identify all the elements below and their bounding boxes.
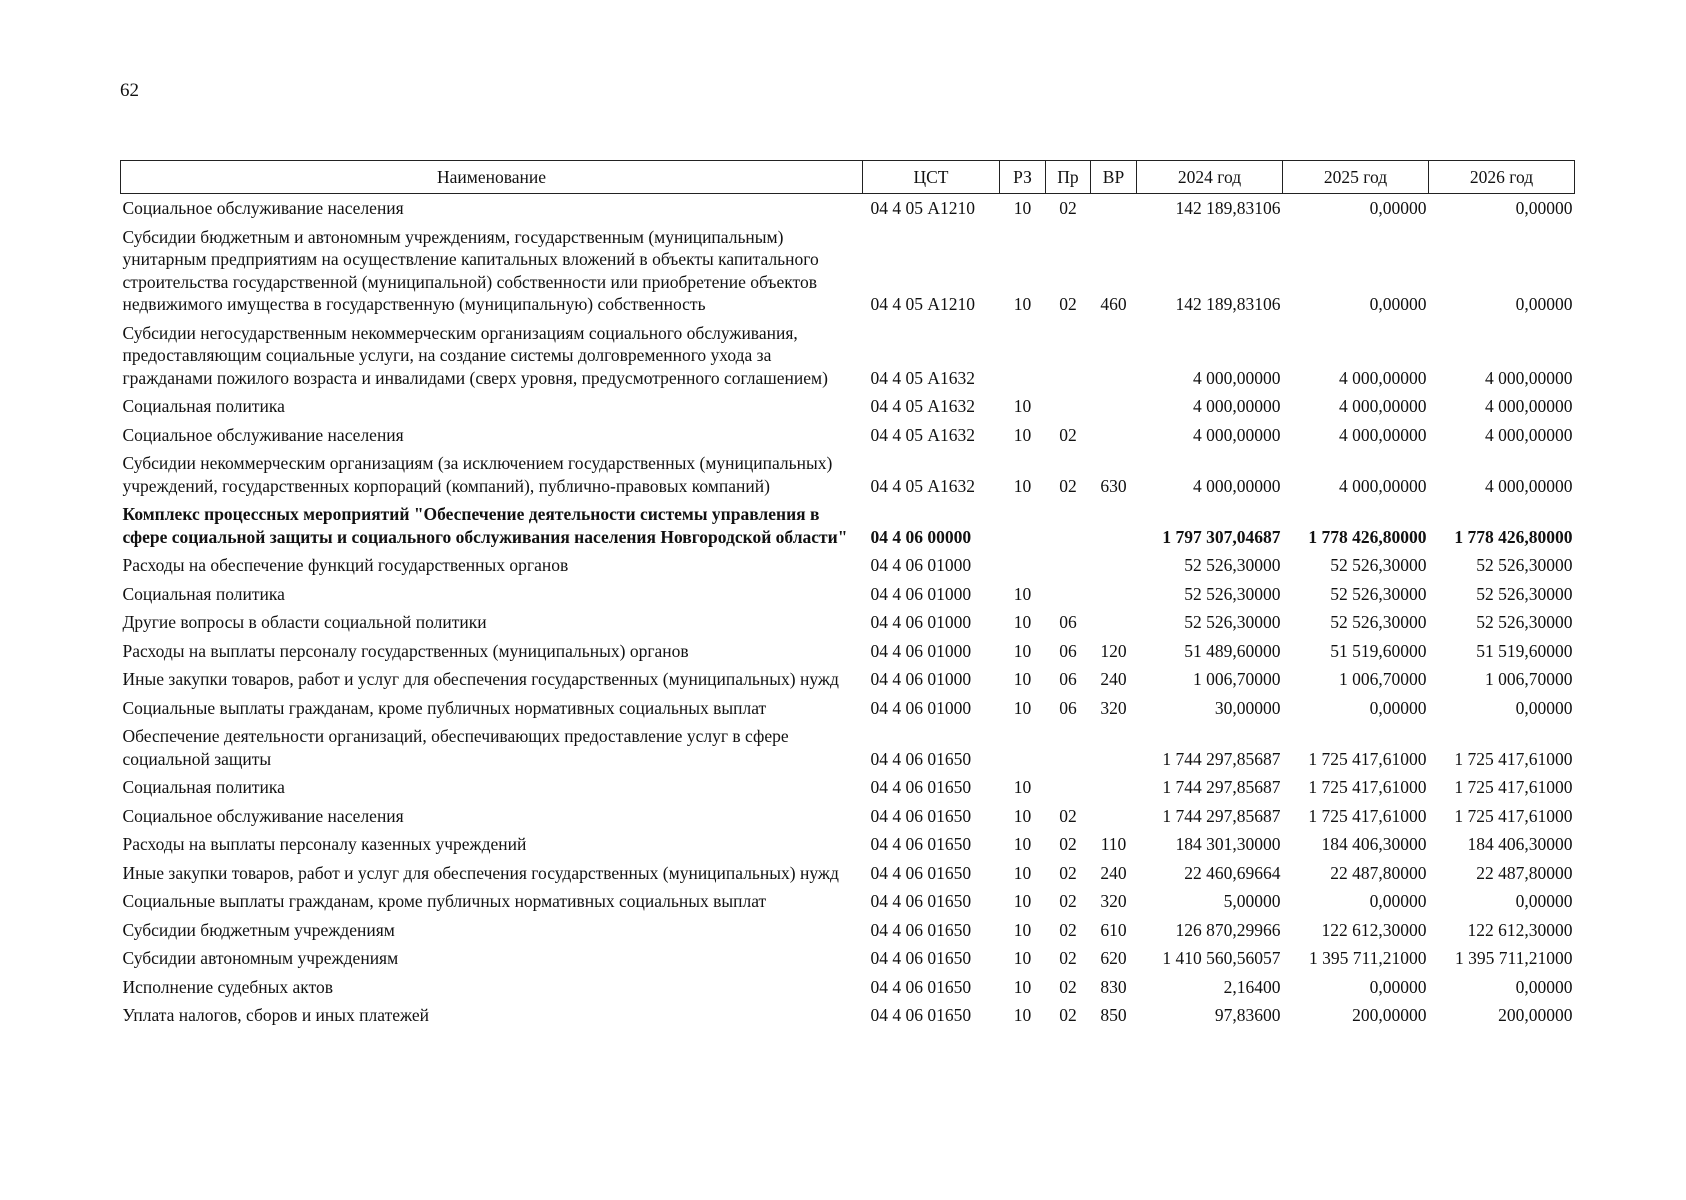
row-rz: 10: [1013, 424, 1032, 445]
row-vr: [1091, 421, 1137, 450]
row-cst: 04 4 06 01650: [870, 748, 972, 769]
row-pr: 06: [1059, 612, 1077, 632]
row-value-2024: 4 000,00000: [1193, 396, 1281, 416]
row-cst: 04 4 06 01000: [870, 697, 972, 718]
row-rz: 10: [1013, 475, 1032, 496]
row-value-2025: 52 526,30000: [1330, 612, 1427, 632]
row-value-2025: 4 000,00000: [1339, 367, 1427, 388]
row-value-2024: 1 797 307,04687: [1162, 526, 1281, 547]
row-value-2026: 52 526,30000: [1476, 612, 1573, 632]
table-body: [121, 194, 1575, 1030]
row-value-2025: 0,00000: [1369, 198, 1427, 218]
row-pr: 02: [1059, 862, 1077, 883]
row-value-2025: 51 519,60000: [1330, 640, 1427, 661]
row-value-2026: 4 000,00000: [1485, 424, 1573, 445]
table-row: [121, 773, 1575, 802]
row-cst: 04 4 06 01650: [870, 1005, 972, 1025]
row-rz: 10: [1013, 583, 1032, 604]
row-name: Субсидии некоммерческим организациям (за исключением государственных (муниципальных) учреждений, государственных корпораций (компаний), публично-правовых компаний): [122, 453, 833, 496]
row-value-2025: 0,00000: [1369, 294, 1427, 314]
table-row: [121, 608, 1575, 637]
header-rz: РЗ: [1000, 161, 1046, 194]
row-rz: [1000, 722, 1046, 773]
row-value-2026: 22 487,80000: [1476, 862, 1573, 883]
row-rz: 10: [1013, 198, 1032, 218]
row-value-2024: 1 744 297,85687: [1162, 777, 1281, 797]
row-vr: 620: [1100, 948, 1127, 968]
table-row: [121, 319, 1575, 393]
row-value-2026: 1 395 711,21000: [1455, 948, 1573, 968]
row-value-2025: 1 725 417,61000: [1308, 777, 1427, 797]
row-cst: 04 4 06 01650: [870, 777, 972, 797]
row-value-2024: 52 526,30000: [1184, 612, 1281, 632]
row-name: Расходы на выплаты персоналу государственных (муниципальных) органов: [122, 640, 689, 661]
row-value-2025: 4 000,00000: [1339, 424, 1427, 445]
row-rz: 10: [1013, 777, 1032, 797]
row-value-2026: 52 526,30000: [1476, 583, 1573, 604]
row-vr: [1091, 319, 1137, 393]
row-value-2024: 4 000,00000: [1193, 424, 1281, 445]
row-rz: 10: [1013, 612, 1032, 632]
table-row: [121, 637, 1575, 666]
row-pr: [1046, 551, 1091, 580]
row-vr: 240: [1100, 669, 1127, 689]
row-vr: 240: [1100, 862, 1127, 883]
row-pr: 06: [1059, 669, 1077, 689]
row-name: Расходы на обеспечение функций государственных органов: [122, 555, 569, 575]
row-name: Другие вопросы в области социальной политики: [122, 612, 487, 632]
row-value-2024: 1 744 297,85687: [1162, 748, 1281, 769]
row-name: Исполнение судебных актов: [122, 976, 334, 997]
table-row: [121, 887, 1575, 916]
table-row: [121, 551, 1575, 580]
row-value-2025: 1 006,70000: [1339, 669, 1427, 689]
row-vr: [1091, 773, 1137, 802]
row-vr: 320: [1100, 891, 1127, 911]
row-value-2024: 4 000,00000: [1193, 475, 1281, 496]
row-value-2024: 22 460,69664: [1184, 862, 1281, 883]
row-cst: 04 4 06 01000: [870, 583, 972, 604]
row-value-2024: 142 189,83106: [1175, 294, 1281, 314]
row-cst: 04 4 06 01650: [870, 948, 972, 968]
row-value-2025: 0,00000: [1369, 891, 1427, 911]
row-value-2026: 4 000,00000: [1485, 396, 1573, 416]
row-value-2026: 200,00000: [1498, 1005, 1573, 1025]
row-vr: 110: [1100, 834, 1127, 854]
row-pr: 02: [1059, 891, 1077, 911]
row-value-2024: 184 301,30000: [1175, 834, 1281, 854]
row-cst: 04 4 05 А1632: [870, 475, 976, 496]
row-value-2024: 52 526,30000: [1184, 583, 1281, 604]
row-value-2026: 4 000,00000: [1485, 367, 1573, 388]
row-rz: 10: [1013, 669, 1032, 689]
table-row: [121, 580, 1575, 609]
row-vr: [1091, 551, 1137, 580]
table-row: [121, 830, 1575, 859]
row-pr: 02: [1059, 919, 1077, 940]
table-row: [121, 1001, 1575, 1030]
row-value-2024: 2,16400: [1223, 976, 1281, 997]
row-pr: 06: [1059, 640, 1077, 661]
table-row: [121, 916, 1575, 945]
row-pr: 02: [1059, 475, 1077, 496]
row-rz: [1000, 551, 1046, 580]
row-value-2024: 52 526,30000: [1184, 555, 1281, 575]
row-name: Социальная политика: [122, 396, 285, 416]
row-vr: 460: [1100, 294, 1127, 314]
row-cst: 04 4 06 01650: [870, 976, 972, 997]
row-pr: 02: [1059, 294, 1077, 314]
row-vr: 610: [1100, 919, 1127, 940]
row-name: Социальное обслуживание населения: [122, 805, 404, 826]
row-cst: 04 4 05 А1632: [870, 367, 976, 388]
table-header: [121, 161, 1575, 194]
table-row: [121, 859, 1575, 888]
row-vr: [1091, 722, 1137, 773]
budget-table: [120, 160, 1575, 1030]
row-rz: 10: [1013, 919, 1032, 940]
row-rz: 10: [1013, 948, 1032, 968]
table-row: [121, 421, 1575, 450]
header-name: Наименование: [121, 161, 863, 194]
row-rz: 10: [1013, 396, 1032, 416]
header-2026: 2026 год: [1429, 161, 1575, 194]
row-value-2025: 0,00000: [1369, 697, 1427, 718]
row-value-2026: 184 406,30000: [1467, 834, 1573, 854]
header-pr: Пр: [1046, 161, 1091, 194]
row-name: Социальное обслуживание населения: [122, 424, 404, 445]
header-vr: ВР: [1091, 161, 1137, 194]
row-pr: 02: [1059, 1005, 1077, 1025]
row-rz: [1000, 319, 1046, 393]
row-vr: [1091, 194, 1137, 223]
row-name: Социальные выплаты гражданам, кроме публичных нормативных социальных выплат: [122, 697, 767, 718]
row-name: Субсидии бюджетным и автономным учреждениям, государственным (муниципальным) унитарным предприятиям на осуществление капитальных вложений в объекты капитального строительства государственной (муниципальной) собственности или приобретение объектов недвижимого имущества в государственную (муниципальную) собственность: [122, 226, 819, 314]
row-cst: 04 4 06 01000: [870, 612, 972, 632]
row-value-2024: 142 189,83106: [1175, 198, 1281, 218]
row-pr: [1046, 319, 1091, 393]
row-cst: 04 4 06 01000: [870, 555, 972, 575]
header-cst: ЦСТ: [863, 161, 1000, 194]
row-cst: 04 4 05 А1210: [870, 294, 976, 314]
row-value-2026: 0,00000: [1515, 697, 1573, 718]
row-cst: 04 4 06 01650: [870, 919, 972, 940]
row-name: Социальные выплаты гражданам, кроме публичных нормативных социальных выплат: [122, 891, 767, 911]
table-row: [121, 802, 1575, 831]
row-cst: 04 4 06 01000: [870, 669, 972, 689]
row-pr: 02: [1059, 424, 1077, 445]
row-rz: 10: [1013, 640, 1032, 661]
page-number: 62: [120, 80, 139, 101]
row-vr: 120: [1100, 640, 1127, 661]
table-row: [121, 223, 1575, 319]
row-value-2024: 1 410 560,56057: [1162, 948, 1281, 968]
row-value-2026: 1 778 426,80000: [1454, 526, 1573, 547]
row-rz: 10: [1013, 891, 1032, 911]
row-rz: 10: [1013, 1005, 1032, 1025]
row-pr: 02: [1059, 834, 1077, 854]
row-rz: 10: [1013, 862, 1032, 883]
row-rz: 10: [1013, 834, 1032, 854]
table-row: [121, 944, 1575, 973]
row-value-2025: 4 000,00000: [1339, 396, 1427, 416]
row-cst: 04 4 06 01650: [870, 862, 972, 883]
row-vr: 850: [1100, 1005, 1127, 1025]
row-cst: 04 4 05 А1210: [870, 198, 976, 218]
row-value-2024: 97,83600: [1214, 1005, 1281, 1025]
header-2025: 2025 год: [1283, 161, 1429, 194]
row-cst: 04 4 06 00000: [870, 526, 972, 547]
row-name: Социальная политика: [122, 777, 285, 797]
row-value-2024: 4 000,00000: [1193, 367, 1281, 388]
row-value-2024: 5,00000: [1223, 891, 1281, 911]
row-value-2026: 0,00000: [1515, 976, 1573, 997]
row-pr: [1046, 500, 1091, 551]
row-name: Расходы на выплаты персоналу казенных учреждений: [122, 834, 527, 854]
row-vr: 320: [1100, 697, 1127, 718]
row-value-2025: 52 526,30000: [1330, 555, 1427, 575]
row-value-2025: 4 000,00000: [1339, 475, 1427, 496]
row-value-2024: 51 489,60000: [1184, 640, 1281, 661]
table-row: [121, 722, 1575, 773]
row-vr: [1091, 392, 1137, 421]
row-value-2026: 1 725 417,61000: [1454, 748, 1573, 769]
row-pr: [1046, 392, 1091, 421]
row-name: Уплата налогов, сборов и иных платежей: [122, 1005, 429, 1025]
row-value-2026: 51 519,60000: [1476, 640, 1573, 661]
row-rz: [1000, 500, 1046, 551]
row-value-2025: 122 612,30000: [1321, 919, 1427, 940]
table-row: [121, 500, 1575, 551]
row-value-2025: 1 725 417,61000: [1308, 805, 1427, 826]
row-value-2024: 1 006,70000: [1193, 669, 1281, 689]
row-name: Субсидии автономным учреждениям: [122, 948, 399, 968]
row-cst: 04 4 06 01650: [870, 834, 972, 854]
row-name: Социальное обслуживание населения: [122, 198, 404, 218]
row-pr: 02: [1059, 198, 1077, 218]
row-value-2026: 1 725 417,61000: [1454, 805, 1573, 826]
row-pr: 06: [1059, 697, 1077, 718]
row-cst: 04 4 06 01650: [870, 805, 972, 826]
row-rz: 10: [1013, 697, 1032, 718]
row-value-2025: 52 526,30000: [1330, 583, 1427, 604]
table-row: [121, 392, 1575, 421]
row-value-2026: 0,00000: [1515, 294, 1573, 314]
row-name: Субсидии бюджетным учреждениям: [122, 919, 395, 940]
row-vr: [1091, 802, 1137, 831]
row-value-2026: 1 006,70000: [1485, 669, 1573, 689]
row-name: Иные закупки товаров, работ и услуг для обеспечения государственных (муниципальных) нужд: [122, 862, 839, 883]
row-value-2025: 22 487,80000: [1330, 862, 1427, 883]
row-value-2024: 1 744 297,85687: [1162, 805, 1281, 826]
row-rz: 10: [1013, 976, 1032, 997]
row-vr: [1091, 580, 1137, 609]
row-value-2025: 184 406,30000: [1321, 834, 1427, 854]
row-name: Комплекс процессных мероприятий "Обеспечение деятельности системы управления в сфере социальной защиты и социального обслуживания населения Новгородской области": [122, 504, 848, 547]
row-pr: 02: [1059, 976, 1077, 997]
row-pr: 02: [1059, 805, 1077, 826]
table-row: [121, 694, 1575, 723]
table-row: [121, 449, 1575, 500]
row-name: Субсидии негосударственным некоммерческим организациям социального обслуживания, предоставляющим социальные услуги, на создание системы долговременного ухода за гражданами пожилого возраста и инвалидами (сверх уровня, предусмотренного соглашением): [122, 322, 828, 388]
row-vr: 830: [1100, 976, 1127, 997]
row-value-2025: 1 778 426,80000: [1308, 526, 1427, 547]
header-2024: 2024 год: [1137, 161, 1283, 194]
row-value-2026: 4 000,00000: [1485, 475, 1573, 496]
row-vr: 630: [1100, 475, 1127, 496]
row-value-2024: 126 870,29966: [1175, 919, 1281, 940]
row-vr: [1091, 608, 1137, 637]
row-pr: 02: [1059, 948, 1077, 968]
table-row: [121, 665, 1575, 694]
row-cst: 04 4 06 01000: [870, 640, 972, 661]
row-cst: 04 4 05 А1632: [870, 396, 976, 416]
row-value-2026: 0,00000: [1515, 198, 1573, 218]
row-value-2025: 0,00000: [1369, 976, 1427, 997]
row-pr: [1046, 722, 1091, 773]
row-value-2024: 30,00000: [1214, 697, 1281, 718]
row-name: Социальная политика: [122, 583, 285, 604]
row-value-2025: 1 395 711,21000: [1309, 948, 1427, 968]
row-pr: [1046, 773, 1091, 802]
row-name: Иные закупки товаров, работ и услуг для обеспечения государственных (муниципальных) нужд: [122, 669, 839, 689]
row-cst: 04 4 06 01650: [870, 891, 972, 911]
row-value-2026: 1 725 417,61000: [1454, 777, 1573, 797]
table-row: [121, 194, 1575, 223]
row-rz: 10: [1013, 294, 1032, 314]
row-rz: 10: [1013, 805, 1032, 826]
row-value-2026: 122 612,30000: [1467, 919, 1573, 940]
row-cst: 04 4 05 А1632: [870, 424, 976, 445]
table-row: [121, 973, 1575, 1002]
row-name: Обеспечение деятельности организаций, обеспечивающих предоставление услуг в сфере социальной защиты: [122, 726, 789, 769]
row-pr: [1046, 580, 1091, 609]
row-value-2025: 200,00000: [1352, 1005, 1427, 1025]
row-value-2026: 52 526,30000: [1476, 555, 1573, 575]
row-value-2026: 0,00000: [1515, 891, 1573, 911]
row-value-2025: 1 725 417,61000: [1308, 748, 1427, 769]
row-vr: [1091, 500, 1137, 551]
